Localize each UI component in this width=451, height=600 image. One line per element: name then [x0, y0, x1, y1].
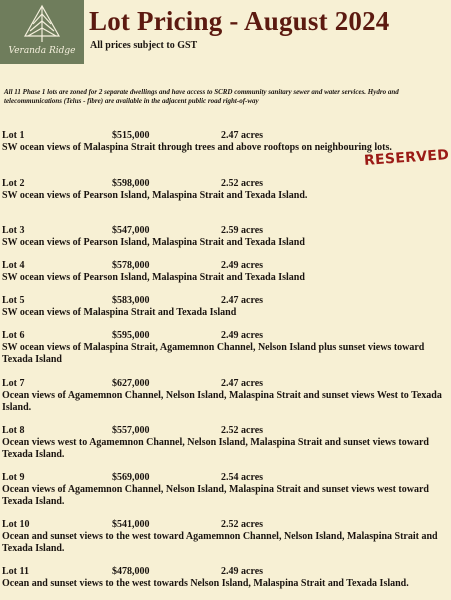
lot-description: SW ocean views of Pearson Island, Malaspina Strait and Texada Island. — [2, 190, 308, 201]
lot-entry — [2, 178, 448, 202]
lot-name: Lot 8 — [2, 425, 25, 436]
lot-entry — [2, 378, 448, 414]
intro-paragraph: All 11 Phase 1 lots are zoned for 2 separate dwellings and have access to SCRD community sanitary sewer and water services. Hydro and telecommunications (Telus - fibre) are available in the adjacent public road right-of-way — [4, 88, 399, 105]
lot-description: Ocean and sunset views to the west toward Agamemnon Channel, Nelson Island, Malaspina Strait and Texada Island. — [2, 531, 438, 554]
lot-description: SW ocean views of Malaspina Strait, Agamemnon Channel, Nelson Island plus sunset views toward Texada Island — [2, 342, 425, 365]
lot-description: SW ocean views of Pearson Island, Malaspina Strait and Texada Island — [2, 237, 305, 248]
lot-acreage: 2.49 acres — [221, 260, 264, 271]
lot-price: $569,000 — [112, 472, 150, 483]
lot-header — [2, 178, 448, 190]
lot-price: $541,000 — [112, 519, 150, 530]
lot-entry — [2, 472, 448, 508]
lot-acreage: 2.47 acres — [221, 295, 264, 306]
lot-entry — [2, 225, 448, 249]
lot-header — [2, 425, 448, 437]
lot-name: Lot 2 — [2, 178, 25, 189]
lot-entry — [2, 519, 448, 555]
lot-acreage: 2.59 acres — [221, 225, 264, 236]
lot-price: $595,000 — [112, 330, 150, 341]
lot-price: $547,000 — [112, 225, 150, 236]
lot-entry — [2, 260, 448, 284]
page-subtitle: All prices subject to GST — [90, 40, 198, 51]
lot-header — [2, 260, 448, 272]
lot-header — [2, 330, 448, 342]
lot-name: Lot 7 — [2, 378, 25, 389]
lot-name: Lot 3 — [2, 225, 25, 236]
lot-header — [2, 472, 448, 484]
lot-name: Lot 10 — [2, 519, 30, 530]
lot-header — [2, 378, 448, 390]
lot-description: Ocean and sunset views to the west towards Nelson Island, Malaspina Strait and Texada Island. — [2, 578, 409, 589]
lot-description: SW ocean views of Pearson Island, Malaspina Strait and Texada Island — [2, 272, 305, 283]
lot-acreage: 2.47 acres — [221, 378, 264, 389]
lot-entry — [2, 130, 448, 154]
lot-acreage: 2.54 acres — [221, 472, 264, 483]
page-title: Lot Pricing - August 2024 — [89, 6, 390, 36]
lot-header — [2, 130, 448, 142]
lot-entry — [2, 295, 448, 319]
lot-price: $598,000 — [112, 178, 150, 189]
lot-name: Lot 4 — [2, 260, 25, 271]
lot-price: $627,000 — [112, 378, 150, 389]
lot-name: Lot 9 — [2, 472, 25, 483]
lot-acreage: 2.49 acres — [221, 566, 264, 577]
lot-acreage: 2.49 acres — [221, 330, 264, 341]
lot-name: Lot 6 — [2, 330, 25, 341]
reserved-stamp: RESERVED — [363, 147, 450, 169]
lot-header — [2, 566, 448, 578]
logo — [0, 0, 84, 64]
lot-name: Lot 1 — [2, 130, 25, 141]
lot-header — [2, 295, 448, 307]
logo-text: Veranda Ridge — [8, 46, 76, 56]
lot-acreage: 2.47 acres — [221, 130, 264, 141]
lot-description: Ocean views of Agamemnon Channel, Nelson Island, Malaspina Strait and sunset views west toward Texada Island. — [2, 484, 429, 507]
lot-price: $557,000 — [112, 425, 150, 436]
lot-entry — [2, 566, 448, 590]
lot-header — [2, 225, 448, 237]
lot-description: Ocean views of Agamemnon Channel, Nelson Island, Malaspina Strait and sunset views West to Texada Island. — [2, 390, 442, 413]
tree-icon — [20, 4, 64, 46]
lot-entry — [2, 330, 448, 366]
lot-acreage: 2.52 acres — [221, 425, 264, 436]
lot-price: $578,000 — [112, 260, 150, 271]
lot-description: SW ocean views of Malaspina Strait through trees and above rooftops on neighbouring lots. — [2, 142, 392, 153]
lot-acreage: 2.52 acres — [221, 519, 264, 530]
lot-acreage: 2.52 acres — [221, 178, 264, 189]
lot-entry — [2, 425, 448, 461]
lot-header — [2, 519, 448, 531]
lot-price: $515,000 — [112, 130, 150, 141]
lot-description: SW ocean views of Malaspina Strait and Texada Island — [2, 307, 237, 318]
lot-name: Lot 11 — [2, 566, 29, 577]
lot-price: $583,000 — [112, 295, 150, 306]
lot-price: $478,000 — [112, 566, 150, 577]
lot-description: Ocean views west to Agamemnon Channel, Nelson Island, Malaspina Strait and sunset views toward Texada Island. — [2, 437, 429, 460]
lot-name: Lot 5 — [2, 295, 25, 306]
